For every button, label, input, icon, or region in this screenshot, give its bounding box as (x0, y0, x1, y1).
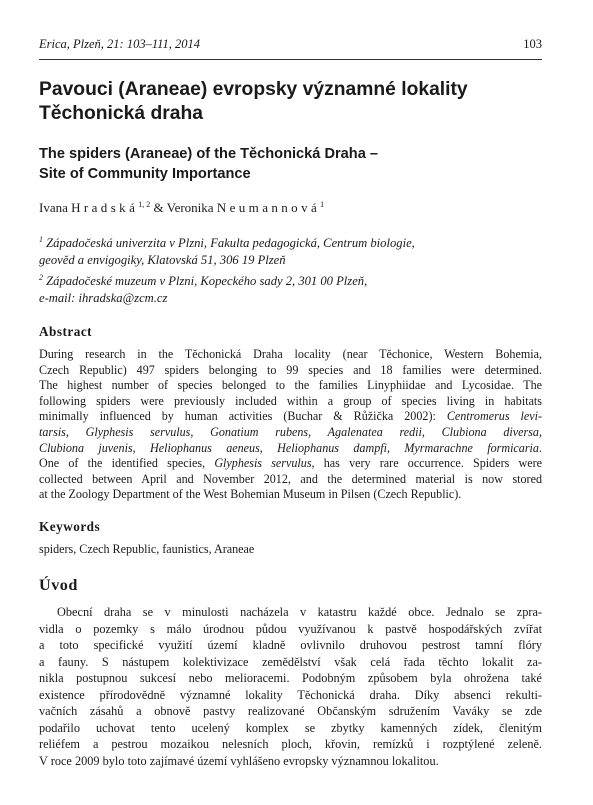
intro-line: vačních zásahů a obnově pastvy realizované Občanským sdružením Vaváky se zde (39, 704, 542, 718)
intro-line: reliéfem a pestrou mozaikou nelesních ploch, křovin, remízků i rozptýlené zeleně. (39, 737, 542, 751)
abstract-line: The highest number of species belonged to the families Linyphiidae and Lycosidae. The (39, 378, 542, 393)
title-english-line: The spiders (Araneae) of the Těchonická Draha – (39, 146, 378, 162)
intro-line: existence přírodovědně významné lokality Těchonická draha. Díky absenci rekulti- (39, 687, 542, 702)
author-email: e-mail: ihradska@zcm.cz (39, 291, 168, 305)
title-english (39, 145, 549, 184)
running-header (39, 37, 542, 51)
abstract-line: During research in the Těchonická Draha locality (near Těchonice, Western Bohemia, (39, 347, 542, 361)
title-czech (39, 78, 549, 126)
affiliation-marker: 1 (39, 235, 43, 244)
author-separator: & (153, 200, 164, 215)
header-rule (39, 59, 542, 60)
abstract-line: collected between April and November 2012, and the determined material is now stored (39, 471, 542, 486)
abstract-body (39, 347, 542, 503)
intro-line: a fauny. S nástupem kolektivizace zemědělství však celá řada těchto lokalit za- (39, 654, 542, 669)
keywords-list: spiders, Czech Republic, faunistics, Araneae (39, 542, 255, 556)
abstract-line: minimally influenced by human activities (Buchar & Růžička 2002): Centromerus levi- (39, 409, 543, 424)
keywords-heading: Keywords (39, 519, 101, 534)
author-2-affiliation-marks: 1 (320, 200, 325, 209)
intro-body (39, 604, 542, 769)
title-czech-line: Pavouci (Araneae) evropsky významné lokality (39, 79, 468, 100)
affiliation-line: $^1$ Západočeská univerzita v Plzni, Fakulta pedagogická, Centrum biologie, (39, 235, 415, 250)
author-2-first-name: Veronika (166, 200, 214, 215)
abstract-heading: Abstract (39, 324, 93, 339)
intro-line: vidla o pozemky s málo úrodnou půdou využívanou k pastvě hospodářských zvířat (39, 621, 542, 636)
affiliations (39, 231, 549, 307)
author-2-last-name: Neumannová (216, 200, 321, 215)
intro-line: V roce 2009 bylo toto zajímavé území vyhlášeno evropsky významnou lokalitou. (39, 753, 439, 768)
author-1-affiliation-marks: 1, 2 (138, 200, 151, 209)
author-1-first-name: Ivana (39, 200, 68, 215)
title-czech-line: Těchonická draha (39, 103, 203, 124)
abstract-line: Czech Republic) 497 spiders belonging to 99 species and 18 families were determined. (39, 362, 542, 377)
intro-heading: Úvod (39, 576, 78, 594)
abstract-line: Clubiona juvenis, Heliophanus aeneus, Heliophanus dampfi, Myrmarachne formicaria. (39, 440, 542, 455)
affiliation-line: geověd a envigogiky, Klatovská 51, 306 19 Plzeň (39, 253, 286, 267)
author-list (39, 200, 549, 216)
title-english-line: Site of Community Importance (39, 165, 251, 182)
intro-line: nikla postupnou sukcesí nebo melioracemi. Podobným způsobem byla ohrožena také (39, 671, 542, 685)
author-1-last-name: Hradská (71, 200, 139, 215)
affiliation-marker: 2 (39, 273, 43, 282)
page-number: 103 (523, 37, 542, 51)
abstract-line: following spiders were previously included within a group of species living in habitats (39, 393, 542, 408)
affiliation-line: $^2$ Západočeské muzeum v Plzni, Kopeckého sady 2, 301 00 Plzeň, (39, 273, 368, 288)
abstract-line: One of the identified species, Glyphesis servulus, has very rare occurrence. Spiders were (39, 456, 543, 471)
abstract-line: at the Zoology Department of the West Bohemian Museum in Pilsen (Czech Republic). (39, 487, 462, 502)
journal-citation: Erica, Plzeň, 21: 103–111, 2014 (39, 37, 200, 51)
abstract-line: tarsis, Glyphesis servulus, Gonatium rubens, Agalenatea redii, Clubiona diversa, (39, 424, 542, 439)
intro-line: Obecní draha se v minulosti nacházela v katastru každé obce. Jednalo se zpra- (57, 605, 542, 619)
intro-line: podařilo uchovat tento ucelený komplex se zbytky kamenných zídek, členitým (39, 720, 542, 735)
intro-line: a toto specifické využití území kladně ovlivnilo druhovou pestrost tamní flóry (39, 638, 542, 652)
